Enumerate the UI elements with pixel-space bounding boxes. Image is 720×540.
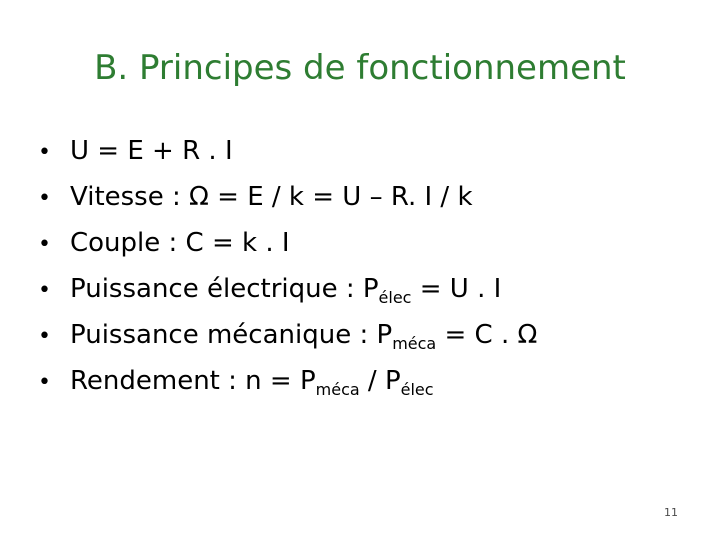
bullet-subscript: méca bbox=[315, 380, 360, 399]
bullet-segment: / P bbox=[359, 366, 401, 396]
bullet-subscript: élec bbox=[400, 380, 434, 399]
bullet-item bbox=[38, 174, 537, 220]
bullet-item bbox=[38, 266, 537, 312]
bullet-text bbox=[70, 174, 473, 220]
bullet-icon: • bbox=[38, 232, 51, 257]
slide-title: B. Principes de fonctionnement bbox=[94, 48, 626, 88]
bullet-segment: Puissance mécanique : P bbox=[70, 320, 393, 350]
bullet-segment: Rendement : n = P bbox=[70, 366, 316, 396]
bullet-item bbox=[38, 358, 537, 404]
bullet-text bbox=[70, 312, 537, 358]
bullet-text bbox=[70, 358, 434, 404]
bullet-icon: • bbox=[38, 324, 51, 349]
bullet-subscript: méca bbox=[392, 334, 437, 353]
bullet-text bbox=[70, 128, 233, 174]
bullet-item bbox=[38, 128, 537, 174]
bullet-segment: Vitesse : Ω = E / k = U – R. I / k bbox=[70, 182, 473, 212]
bullet-icon: • bbox=[38, 186, 51, 211]
bullet-segment: Couple : C = k . I bbox=[70, 228, 290, 258]
bullet-text bbox=[70, 266, 501, 312]
bullet-list bbox=[38, 128, 537, 404]
bullet-item bbox=[38, 312, 537, 358]
bullet-segment: U = E + R . I bbox=[70, 136, 233, 166]
bullet-segment: = U . I bbox=[411, 274, 502, 304]
bullet-segment: = C . Ω bbox=[436, 320, 538, 350]
bullet-text bbox=[70, 220, 290, 266]
bullet-icon: • bbox=[38, 140, 51, 165]
bullet-item bbox=[38, 220, 537, 266]
page-number: 11 bbox=[664, 506, 678, 519]
bullet-subscript: élec bbox=[378, 288, 412, 307]
bullet-segment: Puissance électrique : P bbox=[70, 274, 379, 304]
bullet-icon: • bbox=[38, 278, 51, 303]
bullet-icon: • bbox=[38, 370, 51, 395]
